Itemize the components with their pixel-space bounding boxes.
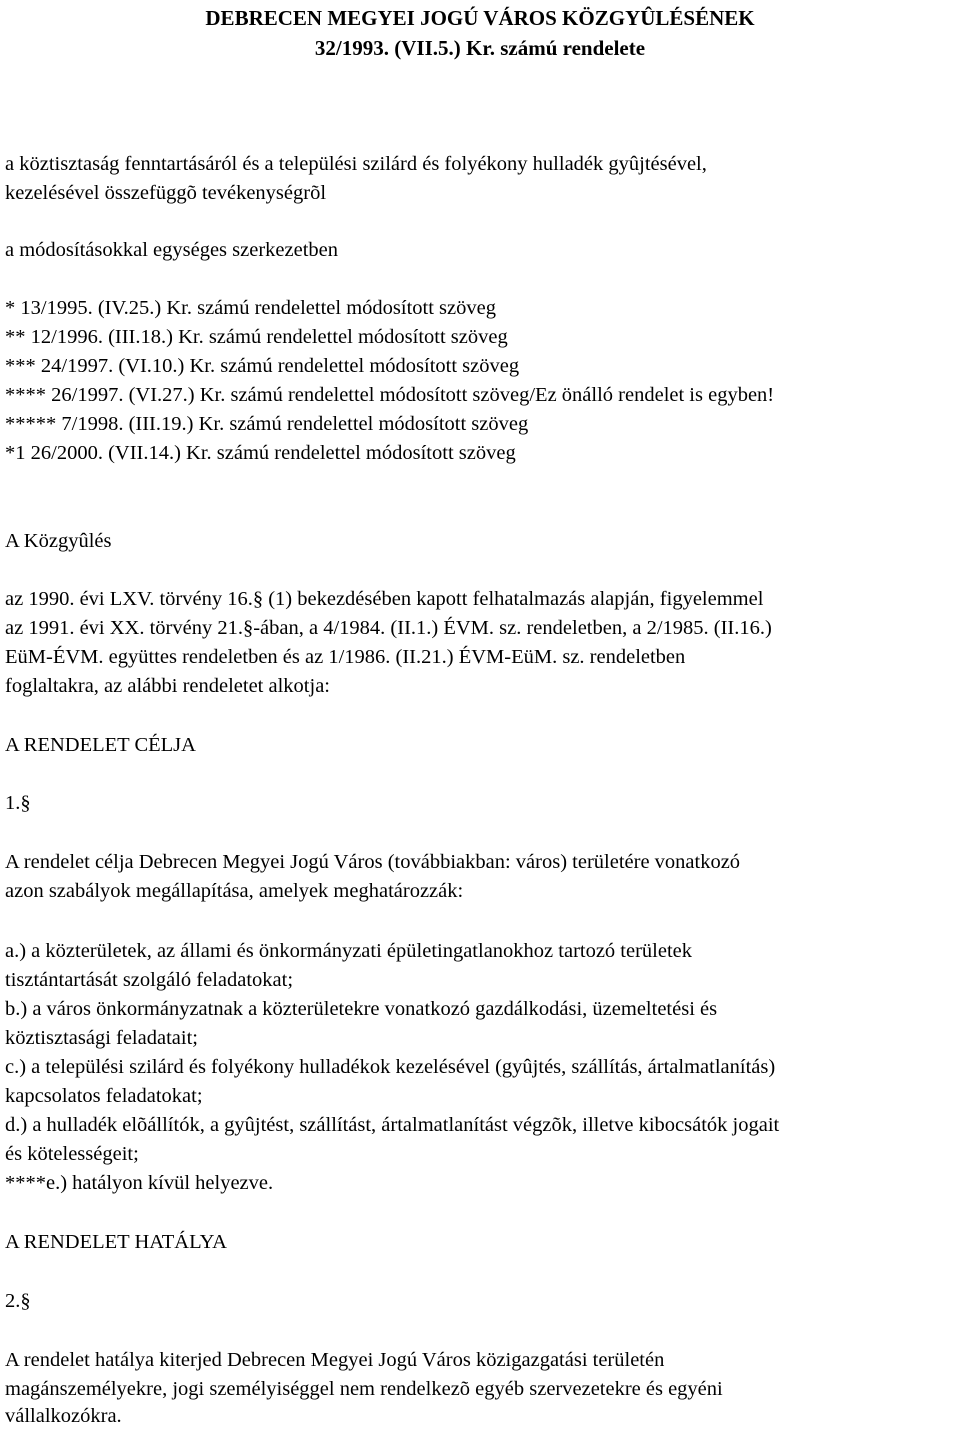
list-item-line: és kötelességeit; <box>5 1143 139 1165</box>
preamble-line: foglaltakra, az alábbi rendeletet alkotja: <box>5 675 330 697</box>
consolidated-note: a módosításokkal egységes szerkezetben <box>5 239 339 261</box>
list-item-line: c.) a települési szilárd és folyékony hulladékok kezelésével (gyûjtés, szállítás, ártalmatlanítás) <box>5 1056 776 1078</box>
section-heading: A RENDELET CÉLJA <box>5 734 196 756</box>
subject-line: kezelésével összefüggõ tevékenységrõl <box>5 182 327 204</box>
section-text-line: A rendelet hatálya kiterjed Debrecen Megyei Jogú Város közigazgatási területén <box>5 1349 665 1371</box>
section-number: 2.§ <box>5 1290 31 1312</box>
list-item-line: b.) a város önkormányzatnak a közterületekre vonatkozó gazdálkodási, üzemeltetési és <box>5 998 718 1020</box>
document-title-line1: DEBRECEN MEGYEI JOGÚ VÁROS KÖZGYÛLÉSÉNEK <box>205 6 755 30</box>
section-text-line: azon szabályok megállapítása, amelyek meghatározzák: <box>5 880 464 902</box>
section-text-line: magánszemélyekre, jogi személyiséggel nem rendelkezõ egyéb szervezetekre és egyéni <box>5 1378 723 1400</box>
section-heading: A RENDELET HATÁLYA <box>5 1231 227 1253</box>
list-item-line: köztisztasági feladatait; <box>5 1027 198 1049</box>
document-title-line2: 32/1993. (VII.5.) Kr. számú rendelete <box>314 36 646 60</box>
amendment-line: *** 24/1997. (VI.10.) Kr. számú rendelettel módosított szöveg <box>5 355 520 377</box>
list-item-line: d.) a hulladék elõállítók, a gyûjtést, szállítást, ártalmatlanítást végzõk, illetve kibocsátók jogait <box>5 1114 780 1136</box>
amendment-line: * 13/1995. (IV.25.) Kr. számú rendelettel módosított szöveg <box>5 297 496 319</box>
list-item-line: kapcsolatos feladatokat; <box>5 1085 203 1107</box>
amendment-line: ***** 7/1998. (III.19.) Kr. számú rendelettel módosított szöveg <box>5 413 529 435</box>
preamble-line: az 1991. évi XX. törvény 21.§-ában, a 4/1984. (II.1.) ÉVM. sz. rendeletben, a 2/1985. (II.16.) <box>5 617 772 639</box>
list-item-line: tisztántartását szolgáló feladatokat; <box>5 969 294 991</box>
list-item-line: ****e.) hatályon kívül helyezve. <box>5 1172 274 1194</box>
subject-line: a köztisztaság fenntartásáról és a települési szilárd és folyékony hulladék gyûjtésével, <box>5 153 707 175</box>
section-text-line: vállalkozókra. <box>5 1405 122 1427</box>
amendment-line: *1 26/2000. (VII.14.) Kr. számú rendelettel módosított szöveg <box>5 442 516 464</box>
assembly-heading: A Közgyûlés <box>5 530 112 552</box>
amendment-line: ** 12/1996. (III.18.) Kr. számú rendelettel módosított szöveg <box>5 326 508 348</box>
section-text-line: A rendelet célja Debrecen Megyei Jogú Város (továbbiakban: város) területére vonatkozó <box>5 851 741 873</box>
amendment-line: **** 26/1997. (VI.27.) Kr. számú rendelettel módosított szöveg/Ez önálló rendelet is egyben! <box>5 384 775 406</box>
preamble-line: EüM-ÉVM. együttes rendeletben és az 1/1986. (II.21.) ÉVM-EüM. sz. rendeletben <box>5 646 686 668</box>
preamble-line: az 1990. évi LXV. törvény 16.§ (1) bekezdésében kapott felhatalmazás alapján, figyelemmel <box>5 588 764 610</box>
section-number: 1.§ <box>5 792 31 814</box>
list-item-line: a.) a közterületek, az állami és önkormányzati épületingatlanokhoz tartozó területek <box>5 940 693 962</box>
